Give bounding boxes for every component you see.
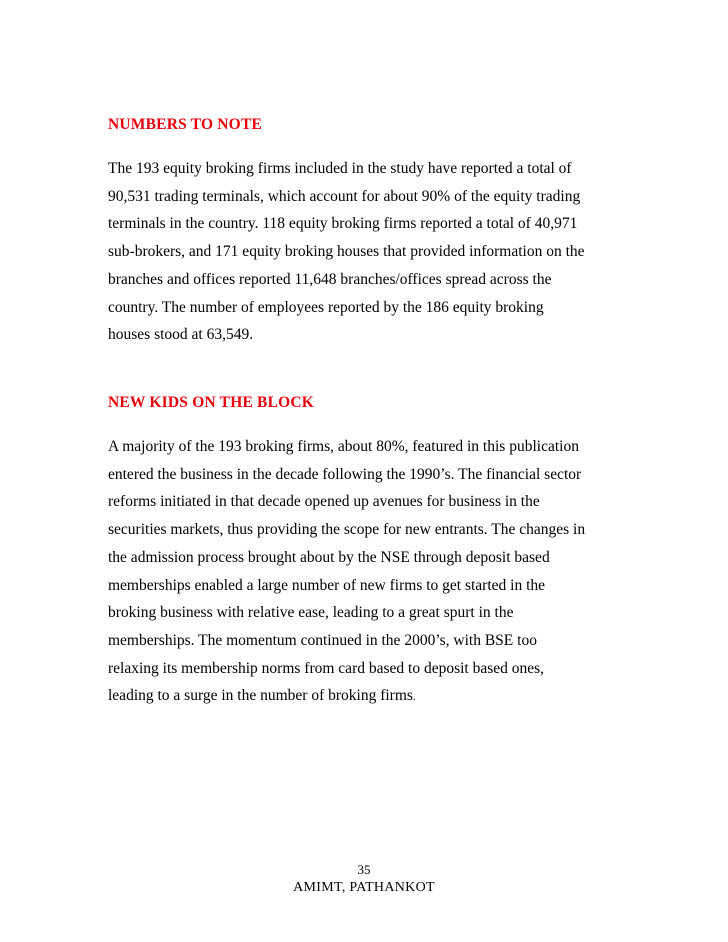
paragraph-line: reforms initiated in that decade opened up avenues for business in the [108, 493, 540, 511]
paragraph-line: relaxing its membership norms from card based to deposit based ones, [108, 659, 545, 677]
paragraph-line: the admission process brought about by the NSE through deposit based [108, 548, 550, 566]
paragraph-line: entered the business in the decade following the 1990’s. The financial sector [108, 465, 582, 483]
paragraph-line: broking business with relative ease, leading to a great spurt in the [108, 604, 514, 622]
paragraph-line-last [108, 682, 628, 712]
paragraph-line: country. The number of employees reported by the 186 equity broking [108, 298, 544, 316]
section-heading-numbers-to-note: NUMBERS TO NOTE [108, 116, 263, 133]
section-paragraph-new-kids-on-the-block [108, 433, 628, 712]
section-heading-new-kids-on-the-block: NEW KIDS ON THE BLOCK [108, 394, 315, 411]
section-paragraph-numbers-to-note [108, 155, 628, 349]
footer-institution: AMIMT, PATHANKOT [293, 880, 435, 895]
paragraph-line: 90,531 trading terminals, which account for about 90% of the equity trading [108, 187, 581, 205]
paragraph-line: memberships. The momentum continued in the 2000’s, with BSE too [108, 631, 537, 649]
paragraph-line: memberships enabled a large number of new firms to get started in the [108, 576, 546, 594]
paragraph-line-text: leading to a surge in the number of broking firms [108, 687, 413, 705]
paragraph-line: sub-brokers, and 171 equity broking houses that provided information on the [108, 243, 585, 261]
paragraph-line: The 193 equity broking firms included in the study have reported a total of [108, 160, 572, 177]
final-period: . [412, 692, 416, 704]
paragraph-line: A majority of the 193 broking firms, about 80%, featured in this publication [108, 438, 579, 455]
paragraph-line: securities markets, thus providing the scope for new entrants. The changes in [108, 521, 586, 539]
page-number: 35 [357, 862, 371, 877]
paragraph-line: branches and offices reported 11,648 branches/offices spread across the [108, 270, 552, 288]
paragraph-line: houses stood at 63,549. [108, 326, 254, 344]
paragraph-line: terminals in the country. 118 equity broking firms reported a total of 40,971 [108, 215, 578, 233]
